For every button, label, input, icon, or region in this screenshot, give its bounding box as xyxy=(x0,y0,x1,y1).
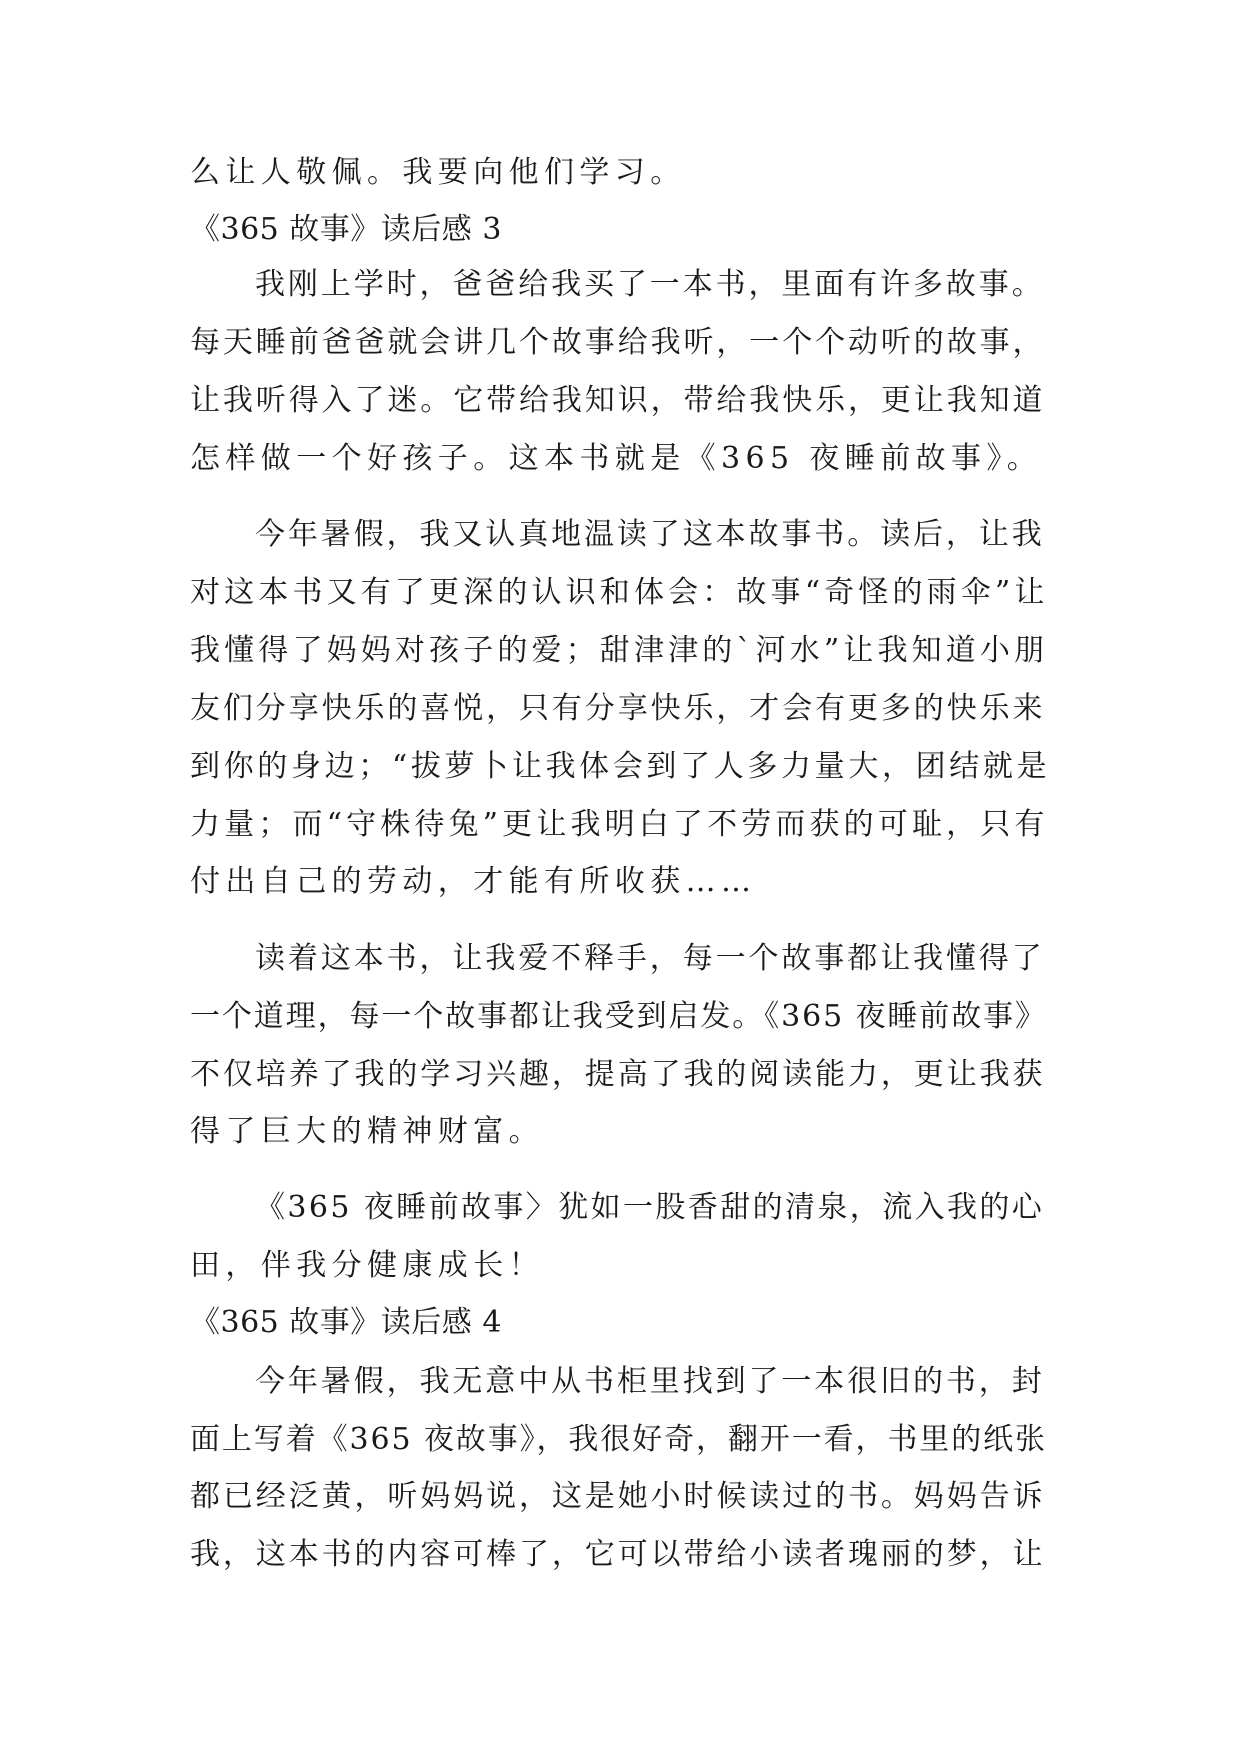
text-line: 么让人敬佩。我要向他们学习。 xyxy=(190,155,686,190)
section-heading: 《365 故事》读后感 3 xyxy=(190,212,502,247)
text-line: 今年暑假，我又认真地温读了这本故事书。读后，让我 xyxy=(255,517,1045,552)
text-line: 都已经泛黄，听妈妈说，这是她小时候读过的书。妈妈告诉 xyxy=(190,1479,1046,1514)
text-line: 让我听得入了迷。它带给我知识，带给我快乐，更让我知道 xyxy=(190,383,1046,418)
text-line: 友们分享快乐的喜悦，只有分享快乐，才会有更多的快乐来 xyxy=(190,691,1046,726)
text-line: 我刚上学时，爸爸给我买了一本书，里面有许多故事。 xyxy=(255,267,1045,302)
text-line: 我，这本书的内容可棒了，它可以带给小读者瑰丽的梦，让 xyxy=(190,1537,1046,1572)
text-line: 我懂得了妈妈对孩子的爱；甜津津的`河水”让我知道小朋 xyxy=(190,633,1049,668)
text-line: 对这本书又有了更深的认识和体会：故事“奇怪的雨伞”让 xyxy=(190,575,1049,610)
text-line: 《365 夜睡前故事〉犹如一股香甜的清泉，流入我的心 xyxy=(255,1190,1045,1225)
text-line: 得了巨大的精神财富。 xyxy=(190,1114,544,1149)
section-heading: 《365 故事》读后感 4 xyxy=(190,1305,502,1340)
text-line: 读着这本书，让我爱不释手，每一个故事都让我懂得了 xyxy=(255,941,1045,976)
text-line: 到你的身边；“拔萝卜让我体会到了人多力量大，团结就是 xyxy=(190,749,1051,784)
text-line: 今年暑假，我无意中从书柜里找到了一本很旧的书，封 xyxy=(255,1364,1045,1399)
text-line: 付出自己的劳动，才能有所收获…… xyxy=(190,864,757,899)
text-line: 怎样做一个好孩子。这本书就是《365 夜睡前故事》。 xyxy=(190,441,1043,476)
text-line: 力量；而“守株待兔”更让我明白了不劳而获的可耻，只有 xyxy=(190,807,1049,842)
text-line: 一个道理，每一个故事都让我受到启发。《365 夜睡前故事》 xyxy=(190,999,1047,1034)
text-line: 田，伴我分健康成长！ xyxy=(190,1248,544,1283)
text-line: 每天睡前爸爸就会讲几个故事给我听，一个个动听的故事， xyxy=(190,325,1046,360)
text-line: 面上写着《365 夜故事》，我很好奇，翻开一看，书里的纸张 xyxy=(190,1422,1047,1457)
text-line: 不仅培养了我的学习兴趣，提高了我的阅读能力，更让我获 xyxy=(190,1057,1046,1092)
